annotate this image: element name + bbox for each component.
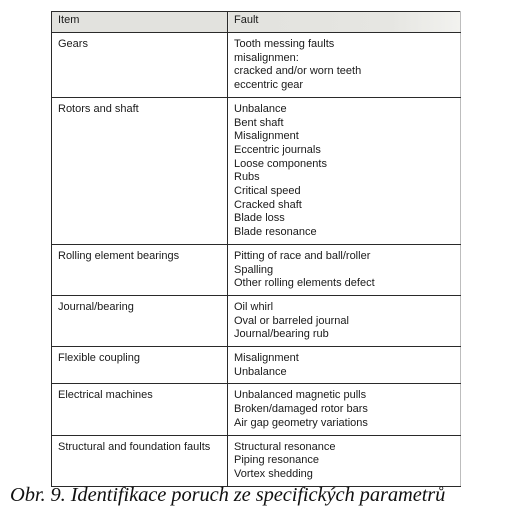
- fault-entry: Unbalance: [234, 365, 287, 378]
- fault-entry: Blade resonance: [234, 226, 317, 239]
- fault-entry: Rubs: [234, 171, 260, 184]
- fault-entry: Blade loss: [234, 212, 285, 225]
- item-cell: [52, 33, 228, 98]
- table-row: [52, 435, 461, 486]
- fault-cell: [228, 244, 461, 295]
- item-cell: [52, 244, 228, 295]
- item-cell: [52, 435, 228, 486]
- header-item: Item: [52, 12, 228, 33]
- item-label: Structural and foundation faults: [58, 440, 211, 453]
- fault-entry: Journal/bearing rub: [234, 328, 329, 341]
- fault-entry: Unbalance: [234, 102, 287, 115]
- table-row: [52, 244, 461, 295]
- fault-entry: Piping resonance: [234, 454, 320, 467]
- item-cell: [52, 384, 228, 435]
- fault-entry: Misalignment: [234, 352, 299, 365]
- fault-cell: [228, 97, 461, 244]
- item-label: Gears: [58, 38, 88, 50]
- fault-entry: Misalignment: [234, 130, 299, 143]
- fault-entry: Structural resonance: [234, 440, 336, 453]
- fault-entry: Unbalanced magnetic pulls: [234, 389, 367, 402]
- item-label: Electrical machines: [58, 389, 153, 402]
- fault-entry: Oil whirl: [234, 300, 274, 313]
- table-header-row: [52, 12, 461, 33]
- item-cell: [52, 97, 228, 244]
- figure-caption: Obr. 9. Identifikace poruch ze specifických parametrů: [10, 484, 446, 506]
- table-row: [52, 384, 461, 435]
- fault-entry: Critical speed: [234, 185, 301, 198]
- fault-entry: Bent shaft: [234, 116, 284, 129]
- fault-entry: cracked and/or worn teeth: [234, 65, 362, 78]
- fault-cell: [228, 435, 461, 486]
- item-label: Journal/bearing: [58, 300, 134, 313]
- table-row: [52, 295, 461, 346]
- fault-entry: Broken/damaged rotor bars: [234, 403, 368, 416]
- fault-entry: Air gap geometry variations: [234, 416, 368, 429]
- item-label: Rolling element bearings: [58, 249, 180, 262]
- fault-entry: Pitting of race and ball/roller: [234, 249, 371, 262]
- header-fault: Fault: [228, 12, 461, 33]
- fault-entry: Eccentric journals: [234, 143, 321, 156]
- fault-cell: [228, 295, 461, 346]
- item-label: Rotors and shaft: [58, 102, 139, 115]
- fault-entry: Other rolling elements defect: [234, 277, 375, 290]
- fault-cell: [228, 384, 461, 435]
- fault-entry: Oval or barreled journal: [234, 314, 349, 327]
- fault-entry: misalignmen:: [234, 51, 299, 64]
- item-cell: [52, 347, 228, 384]
- item-cell: [52, 295, 228, 346]
- fault-entry: Cracked shaft: [234, 198, 302, 211]
- fault-table: [51, 11, 461, 487]
- table-row: [52, 33, 461, 98]
- fault-table-container: [51, 11, 460, 487]
- fault-entry: Loose components: [234, 157, 327, 170]
- fault-entry: eccentric gear: [234, 79, 304, 92]
- table-row: [52, 347, 461, 384]
- fault-entry: Tooth messing faults: [234, 38, 335, 50]
- fault-cell: [228, 347, 461, 384]
- table-row: [52, 97, 461, 244]
- fault-entry: Spalling: [234, 263, 274, 276]
- item-label: Flexible coupling: [58, 352, 140, 365]
- fault-entry: Vortex shedding: [234, 467, 313, 480]
- fault-cell: [228, 33, 461, 98]
